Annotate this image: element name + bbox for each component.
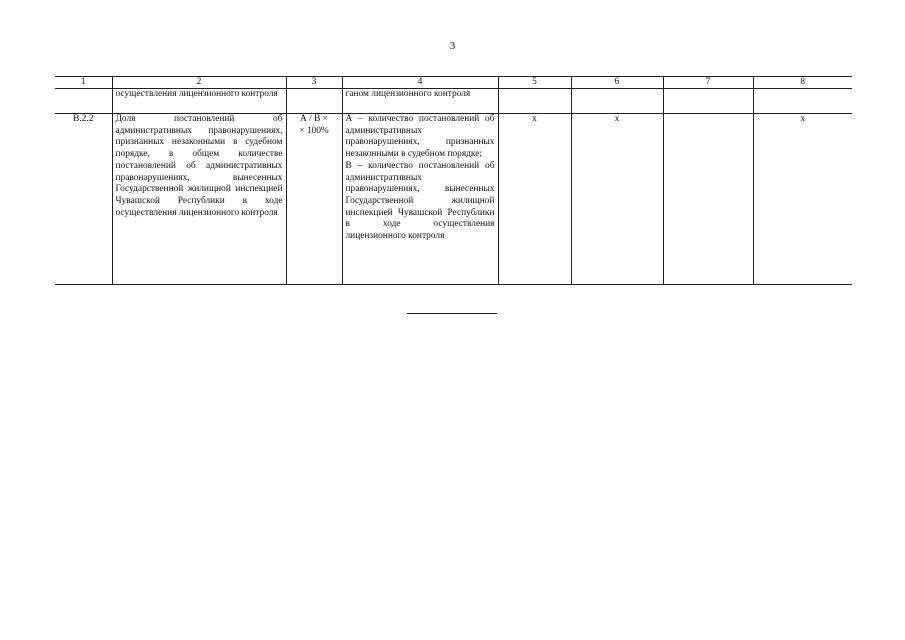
indicator-table [55, 76, 852, 285]
cell-formula [286, 89, 342, 114]
cell-description: Доля постановлений об административных правонарушениях, признанных незаконными в судебном порядке, в общем количестве постановлений об административных правонарушениях, вынесенных Государственной жилищной инспекцией Чувашской Республики в ходе осуществления лицензионного контроля [112, 114, 286, 285]
column-header-3: 3 [286, 77, 342, 89]
column-header-8: 8 [753, 77, 852, 89]
cell-col7 [663, 89, 753, 114]
table-header-row [55, 77, 852, 89]
end-of-document-rule [407, 313, 497, 314]
column-header-1: 1 [55, 77, 112, 89]
cell-col7 [663, 114, 753, 285]
column-header-2: 2 [112, 77, 286, 89]
column-header-6: 6 [571, 77, 663, 89]
column-header-4: 4 [342, 77, 498, 89]
cell-formula: А / В × × 100% [286, 114, 342, 285]
cell-col8 [753, 89, 852, 114]
cell-col5 [498, 89, 571, 114]
column-header-7: 7 [663, 77, 753, 89]
cell-col6: х [571, 114, 663, 285]
table-row-continuation [55, 89, 852, 114]
cell-variables: А – количество постановлений об административных правонарушениях, признанных незаконными в судебном порядке; В – количество постановлений об административных правонарушениях, вынесенных Государственной жилищной инспекцией Чувашской Республики в ходе осуществления лицензионного контроля [342, 114, 498, 285]
page-number: 3 [449, 40, 456, 52]
cell-variables: ганом лицензионного контроля [342, 89, 498, 114]
cell-code: В.2.2 [55, 114, 112, 285]
cell-col6 [571, 89, 663, 114]
table-row-b22 [55, 114, 852, 285]
cell-col8: х [753, 114, 852, 285]
cell-code [55, 89, 112, 114]
cell-description: осуществления лицензионного контроля [112, 89, 286, 114]
column-header-5: 5 [498, 77, 571, 89]
cell-col5: х [498, 114, 571, 285]
